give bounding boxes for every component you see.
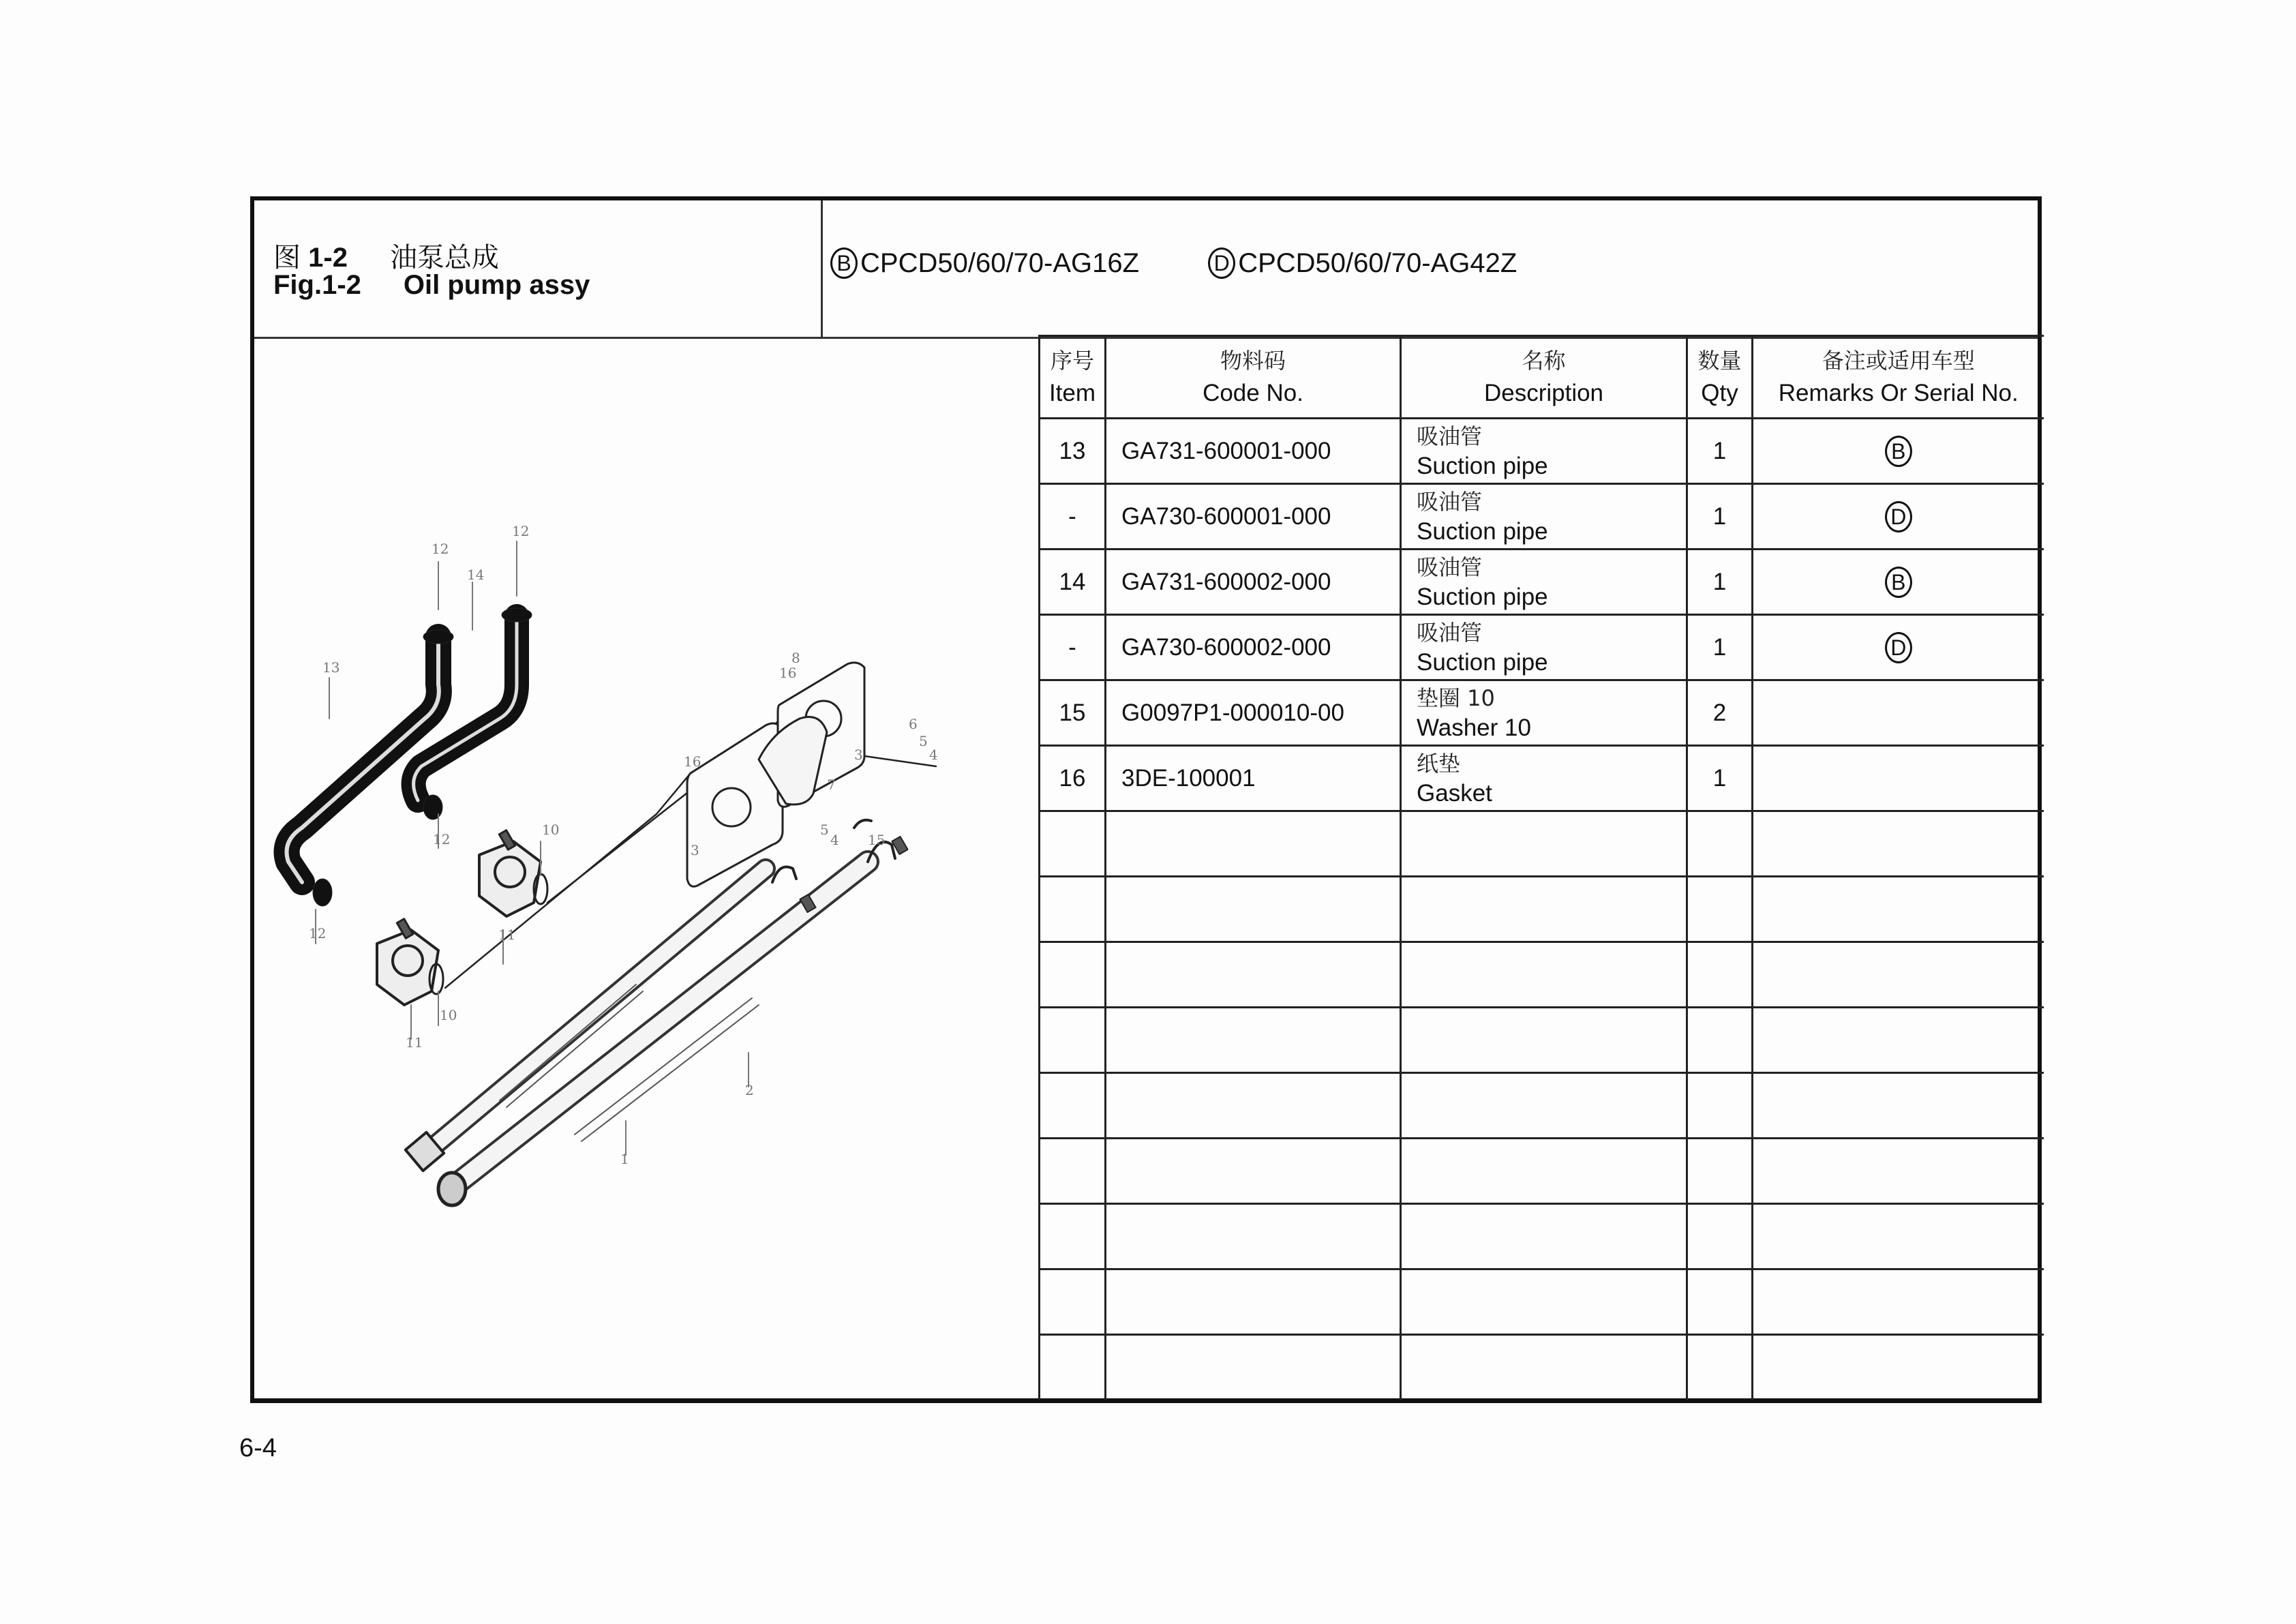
- quantity: 1: [1687, 419, 1753, 484]
- svg-text:15: 15: [868, 832, 886, 848]
- quantity: 1: [1687, 550, 1753, 615]
- column-header-code: 物料码 Code No.: [1106, 336, 1401, 419]
- code-number: GA731-600001-000: [1106, 419, 1401, 484]
- description: 纸垫 Gasket: [1401, 746, 1687, 811]
- code-number: GA730-600002-000: [1106, 615, 1401, 680]
- exploded-parts-diagram: [254, 337, 1038, 1398]
- table-row: [1040, 484, 2044, 550]
- svg-text:6: 6: [909, 716, 918, 732]
- remarks: [1753, 484, 2044, 550]
- table-row-empty: [1040, 811, 2044, 877]
- item-number: 14: [1040, 550, 1106, 615]
- code-number: GA731-600002-000: [1106, 550, 1401, 615]
- svg-text:11: 11: [406, 1034, 423, 1051]
- description: 吸油管 Suction pipe: [1401, 615, 1687, 680]
- quantity: 2: [1687, 680, 1753, 746]
- description: 吸油管 Suction pipe: [1401, 484, 1687, 550]
- svg-text:16: 16: [779, 665, 797, 681]
- svg-text:3: 3: [854, 747, 863, 763]
- parts-table: [1038, 335, 2044, 1400]
- description: 吸油管 Suction pipe: [1401, 550, 1687, 615]
- circled-b-icon: B: [1885, 436, 1912, 467]
- svg-text:11: 11: [498, 927, 516, 943]
- table-row: [1040, 680, 2044, 746]
- remarks: [1753, 746, 2044, 811]
- table-row-empty: [1040, 942, 2044, 1008]
- model-b: B CPCD50/60/70-AG16Z: [830, 247, 1139, 279]
- table-row-empty: [1040, 877, 2044, 942]
- column-header-item: 序号 Item: [1040, 336, 1106, 419]
- table-row-empty: [1040, 1335, 2044, 1400]
- column-header-description: 名称 Description: [1401, 336, 1687, 419]
- table-row: [1040, 419, 2044, 484]
- remarks: [1753, 615, 2044, 680]
- quantity: 1: [1687, 615, 1753, 680]
- svg-text:5: 5: [919, 733, 928, 749]
- svg-text:5: 5: [820, 822, 829, 838]
- svg-text:1: 1: [620, 1151, 629, 1167]
- circled-letter-icon: D: [1208, 247, 1235, 279]
- svg-text:3: 3: [691, 842, 699, 858]
- item-number: 13: [1040, 419, 1106, 484]
- item-number: 16: [1040, 746, 1106, 811]
- item-number: -: [1040, 615, 1106, 680]
- svg-text:14: 14: [467, 567, 485, 583]
- code-number: 3DE-100001: [1106, 746, 1401, 811]
- model-d: D CPCD50/60/70-AG42Z: [1208, 247, 1517, 279]
- svg-text:16: 16: [684, 753, 701, 770]
- item-number: -: [1040, 484, 1106, 550]
- svg-text:10: 10: [542, 822, 560, 838]
- circled-b-icon: B: [1885, 567, 1912, 598]
- circled-letter-icon: B: [830, 247, 858, 279]
- code-number: GA730-600001-000: [1106, 484, 1401, 550]
- code-number: G0097P1-000010-00: [1106, 680, 1401, 746]
- description: 吸油管 Suction pipe: [1401, 419, 1687, 484]
- table-header-row: [1040, 336, 2044, 419]
- svg-text:12: 12: [433, 831, 451, 847]
- svg-text:4: 4: [830, 832, 839, 848]
- item-number: 15: [1040, 680, 1106, 746]
- svg-text:2: 2: [745, 1082, 754, 1098]
- applicable-models: [830, 247, 1578, 279]
- svg-text:4: 4: [929, 747, 938, 763]
- svg-text:12: 12: [432, 541, 449, 557]
- table-row: [1040, 550, 2044, 615]
- remarks: [1753, 419, 2044, 484]
- svg-text:10: 10: [440, 1007, 457, 1023]
- column-header-qty: 数量 Qty: [1687, 336, 1753, 419]
- svg-text:12: 12: [309, 925, 327, 942]
- oil-pump-assembly-illustration: [254, 337, 1038, 1398]
- svg-text:13: 13: [322, 659, 340, 676]
- table-row-empty: [1040, 1139, 2044, 1204]
- page-number: 6-4: [239, 1434, 277, 1462]
- table-row-empty: [1040, 1008, 2044, 1073]
- quantity: 1: [1687, 484, 1753, 550]
- table-row-empty: [1040, 1073, 2044, 1139]
- table-row-empty: [1040, 1269, 2044, 1335]
- column-header-remarks: 备注或适用车型 Remarks Or Serial No.: [1753, 336, 2044, 419]
- remarks: [1753, 680, 2044, 746]
- figure-title-cn: 图 1-2 油泵总成: [273, 242, 499, 273]
- table-row-empty: [1040, 1204, 2044, 1269]
- drawing-callout-labels: [309, 523, 938, 1167]
- table-row: [1040, 615, 2044, 680]
- svg-text:7: 7: [827, 777, 836, 793]
- svg-text:8: 8: [791, 650, 800, 666]
- svg-text:12: 12: [512, 523, 530, 539]
- remarks: [1753, 550, 2044, 615]
- description: 垫圈 10 Washer 10: [1401, 680, 1687, 746]
- quantity: 1: [1687, 746, 1753, 811]
- table-row: [1040, 746, 2044, 811]
- figure-title-en: Fig.1-2 Oil pump assy: [273, 270, 590, 300]
- figure-title-block: [254, 200, 823, 337]
- circled-d-icon: D: [1885, 501, 1912, 532]
- circled-d-icon: D: [1885, 632, 1912, 663]
